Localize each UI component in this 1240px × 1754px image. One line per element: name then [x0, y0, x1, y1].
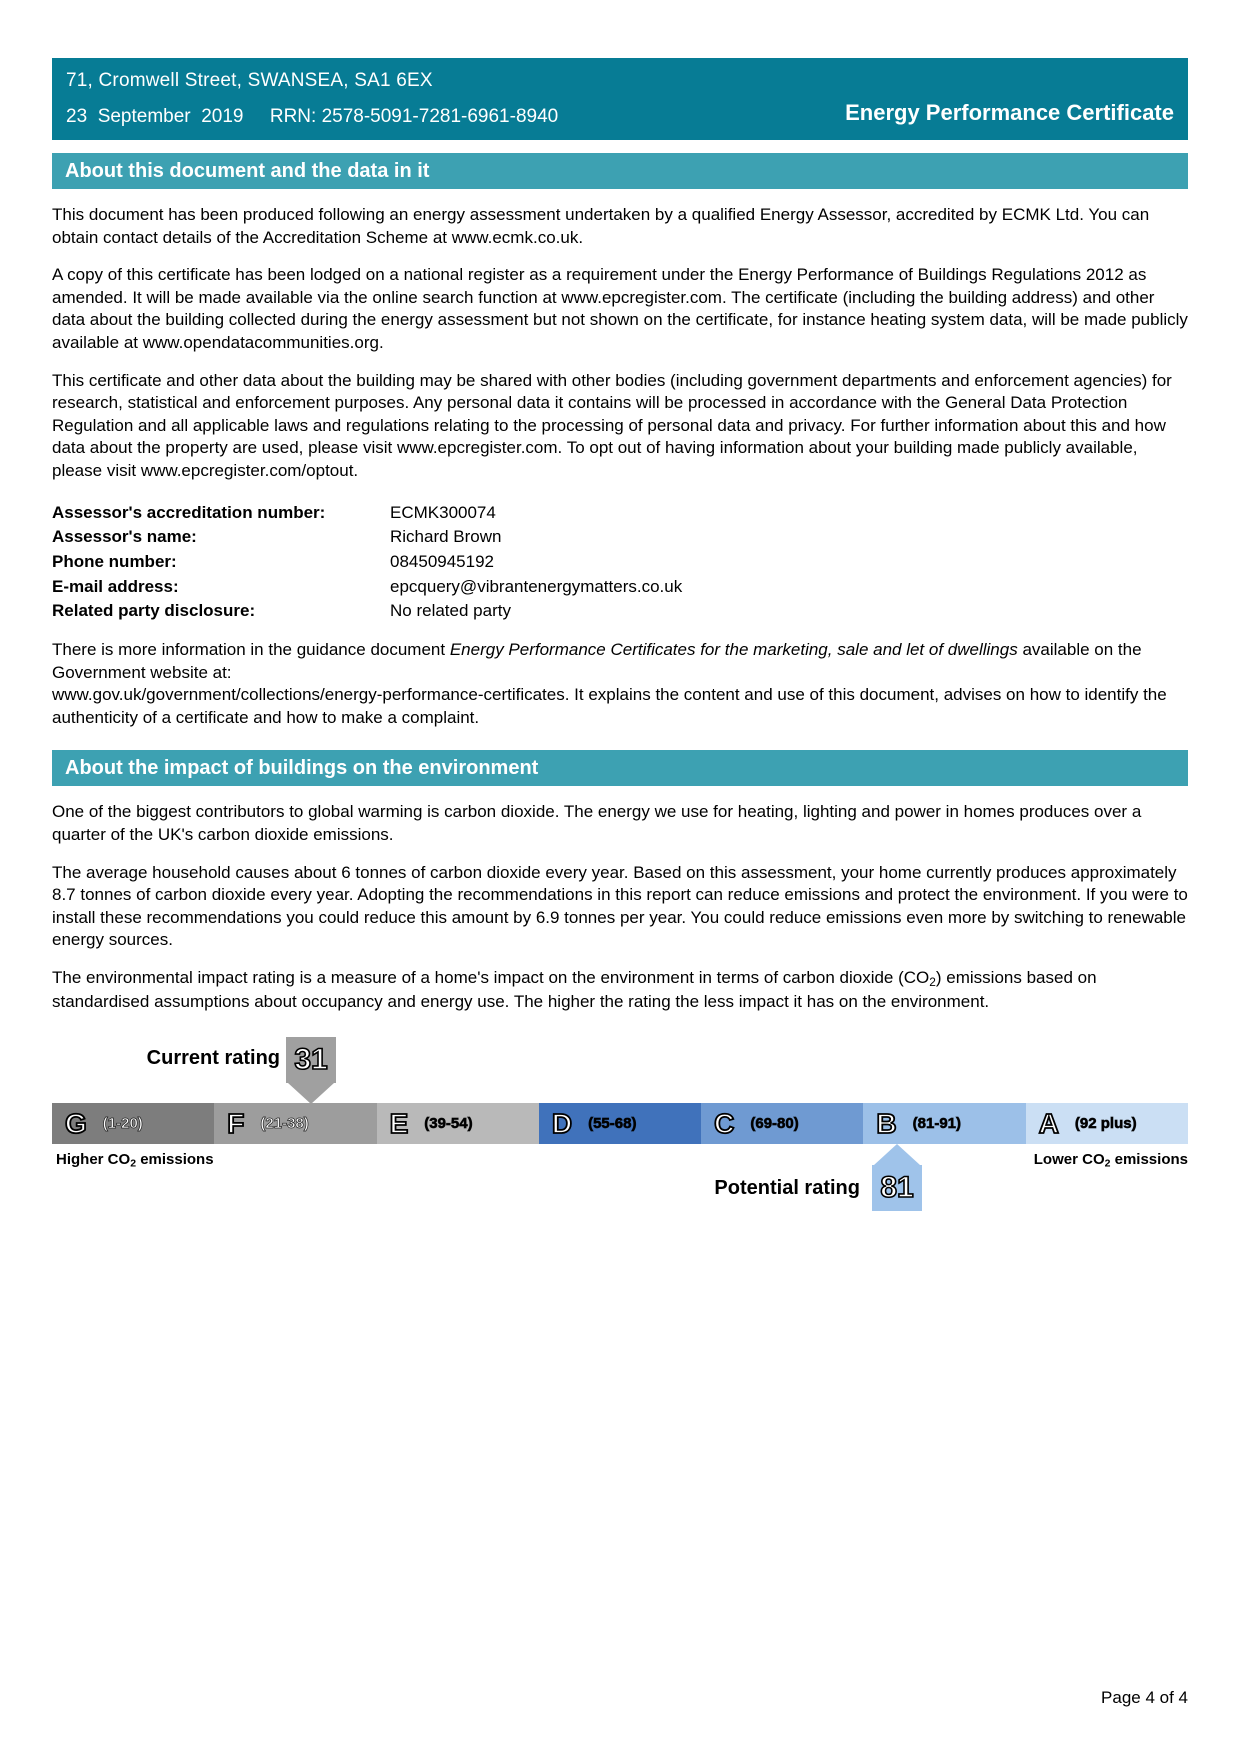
phone-number-value: 08450945192 [390, 551, 495, 571]
rating-scale-bar [52, 1103, 1188, 1144]
related-party-label: Related party disclosure: [52, 601, 256, 621]
table-row [52, 550, 1188, 575]
band-letter: G [65, 1107, 87, 1139]
guidance-document-title: Energy Performance Certificates for the marketing, sale and let of dwellings [449, 639, 1018, 659]
current-rating-label: Current rating [146, 1047, 280, 1070]
environmental-impact-rating-chart [52, 1037, 1188, 1223]
email-address-label: E-mail address: [52, 576, 179, 596]
band-e [377, 1103, 539, 1144]
lower-emissions-text: Lower CO [1033, 1151, 1105, 1169]
header-left-block [66, 70, 558, 128]
assessor-details-table [52, 501, 1188, 624]
section-heading-text: About this document and the data in it [65, 159, 430, 182]
band-letter: B [876, 1107, 897, 1139]
paragraph-data-sharing: This certificate and other data about the building may be shared with other bodies (including government departments and enforcement agencies) for research, statistical and enforcement purposes. Any personal data it contains will be processed in accordance with the General Data Protection Regulation and all applicable laws and regulations relating to the processing of personal data and privacy. For further information about this and how data about the property are used, please visit www.epcregister.com. To opt out of having information about your building made publicly available, please visit www.epcregister.com/optout. [52, 370, 1172, 481]
band-f [214, 1103, 376, 1144]
higher-emissions-text: Higher CO [56, 1151, 131, 1169]
current-rating-pointer-icon [288, 1083, 334, 1104]
band-letter: A [1038, 1107, 1059, 1139]
band-letter: F [227, 1107, 245, 1139]
co2-subscript: 2 [929, 974, 936, 989]
guidance-text-pre: There is more information in the guidance document [52, 639, 450, 659]
guidance-text-mid: available on the Government website at: [52, 639, 1142, 682]
paragraph-household-co2: The average household causes about 6 tonnes of carbon dioxide every year. Based on this assessment, your home currently produces approximately 8.7 tonnes of carbon dioxide every year. Adopting the recommendations in this report can reduce emissions and protect the environment. If you were to install these recommendations you could reduce this amount by 6.9 tonnes per year. You could reduce emissions even more by switching to renewable energy sources. [52, 862, 1188, 950]
band-range: (1-20) [102, 1115, 143, 1133]
potential-rating-label: Potential rating [714, 1177, 860, 1200]
band-range: (81-91) [912, 1115, 961, 1133]
band-letter: E [389, 1107, 409, 1139]
date-and-rrn: 23 September 2019 RRN: 2578-5091-7281-6961-8940 [66, 106, 559, 127]
assessor-name-label: Assessor's name: [52, 527, 197, 547]
potential-rating-value: 81 [880, 1171, 914, 1205]
current-rating-value: 31 [294, 1043, 328, 1077]
band-letter: D [551, 1107, 573, 1139]
co2-subscript: 2 [1104, 1158, 1111, 1171]
email-address-value: epcquery@vibrantenergymatters.co.uk [390, 576, 683, 596]
higher-emissions-text: emissions [136, 1151, 214, 1169]
band-g [52, 1103, 214, 1144]
section-heading-about-document [52, 153, 1188, 189]
ei-rating-text-pre: The environmental impact rating is a measure of a home's impact on the environment in terms of carbon dioxide (CO [52, 968, 930, 987]
band-letter: C [714, 1107, 735, 1139]
section-heading-about-environment [52, 750, 1188, 786]
page-number: Page 4 of 4 [1101, 1688, 1188, 1707]
paragraph-guidance [52, 639, 1188, 729]
assessor-name-value: Richard Brown [390, 527, 502, 547]
phone-number-label: Phone number: [52, 551, 177, 571]
band-a [1026, 1103, 1188, 1144]
table-row [52, 501, 1188, 526]
paragraph-global-warming: One of the biggest contributors to global warming is carbon dioxide. The energy we use for heating, lighting and power in homes produces over a quarter of the UK's carbon dioxide emissions. [52, 802, 1142, 844]
lower-emissions-label [1034, 1151, 1188, 1170]
band-range: (55-68) [588, 1115, 637, 1133]
assessor-accreditation-value: ECMK300074 [390, 502, 496, 522]
paragraph-produced-by: This document has been produced following an energy assessment undertaken by a qualified Energy Assessor, accredited by ECMK Ltd. You can obtain contact details of the Accreditation Scheme at www.ecmk.co.uk. [52, 205, 1150, 247]
document-title: Energy Performance Certificate [845, 100, 1174, 125]
related-party-value: No related party [390, 601, 511, 621]
band-range: (92 plus) [1074, 1115, 1137, 1133]
higher-emissions-label [56, 1151, 214, 1170]
table-row [52, 525, 1188, 550]
table-row [52, 599, 1188, 624]
current-rating-marker [286, 1037, 336, 1083]
lower-emissions-text: emissions [1110, 1151, 1188, 1169]
potential-rating-pointer-icon [874, 1144, 920, 1165]
paragraph-ei-rating [52, 967, 1188, 1013]
section-heading-text: About the impact of buildings on the environment [65, 756, 539, 779]
paragraph-national-register: A copy of this certificate has been lodged on a national register as a requirement under the Energy Performance of Buildings Regulations 2012 as amended. It will be made available via the online search function at www.epcregister.com. The certificate (including the building address) and other data about the building collected during the energy assessment but not shown on the certificate, for instance heating system data, will be made publicly available at www.opendatacommunities.org. [52, 265, 1188, 353]
band-range: (69-80) [750, 1115, 799, 1133]
band-d [539, 1103, 701, 1144]
table-row [52, 575, 1188, 600]
guidance-text-rest: www.gov.uk/government/collections/energy-performance-certificates. It explains the content and use of this document, advises on how to identify the authenticity of a certificate and how to make a complaint. [52, 685, 1167, 727]
assessor-accreditation-label: Assessor's accreditation number: [52, 502, 326, 522]
band-b [863, 1103, 1025, 1144]
potential-rating-marker [872, 1165, 922, 1211]
band-range: (21-38) [260, 1115, 309, 1133]
property-address: 71, Cromwell Street, SWANSEA, SA1 6EX [66, 70, 433, 91]
co2-subscript: 2 [130, 1158, 137, 1171]
document-header [52, 58, 1188, 140]
band-c [701, 1103, 863, 1144]
band-range: (39-54) [424, 1115, 473, 1133]
ei-rating-text-post: ) emissions based on standardised assumptions about occupancy and energy use. The higher the rating the less impact it has on the environment. [52, 968, 1097, 1011]
